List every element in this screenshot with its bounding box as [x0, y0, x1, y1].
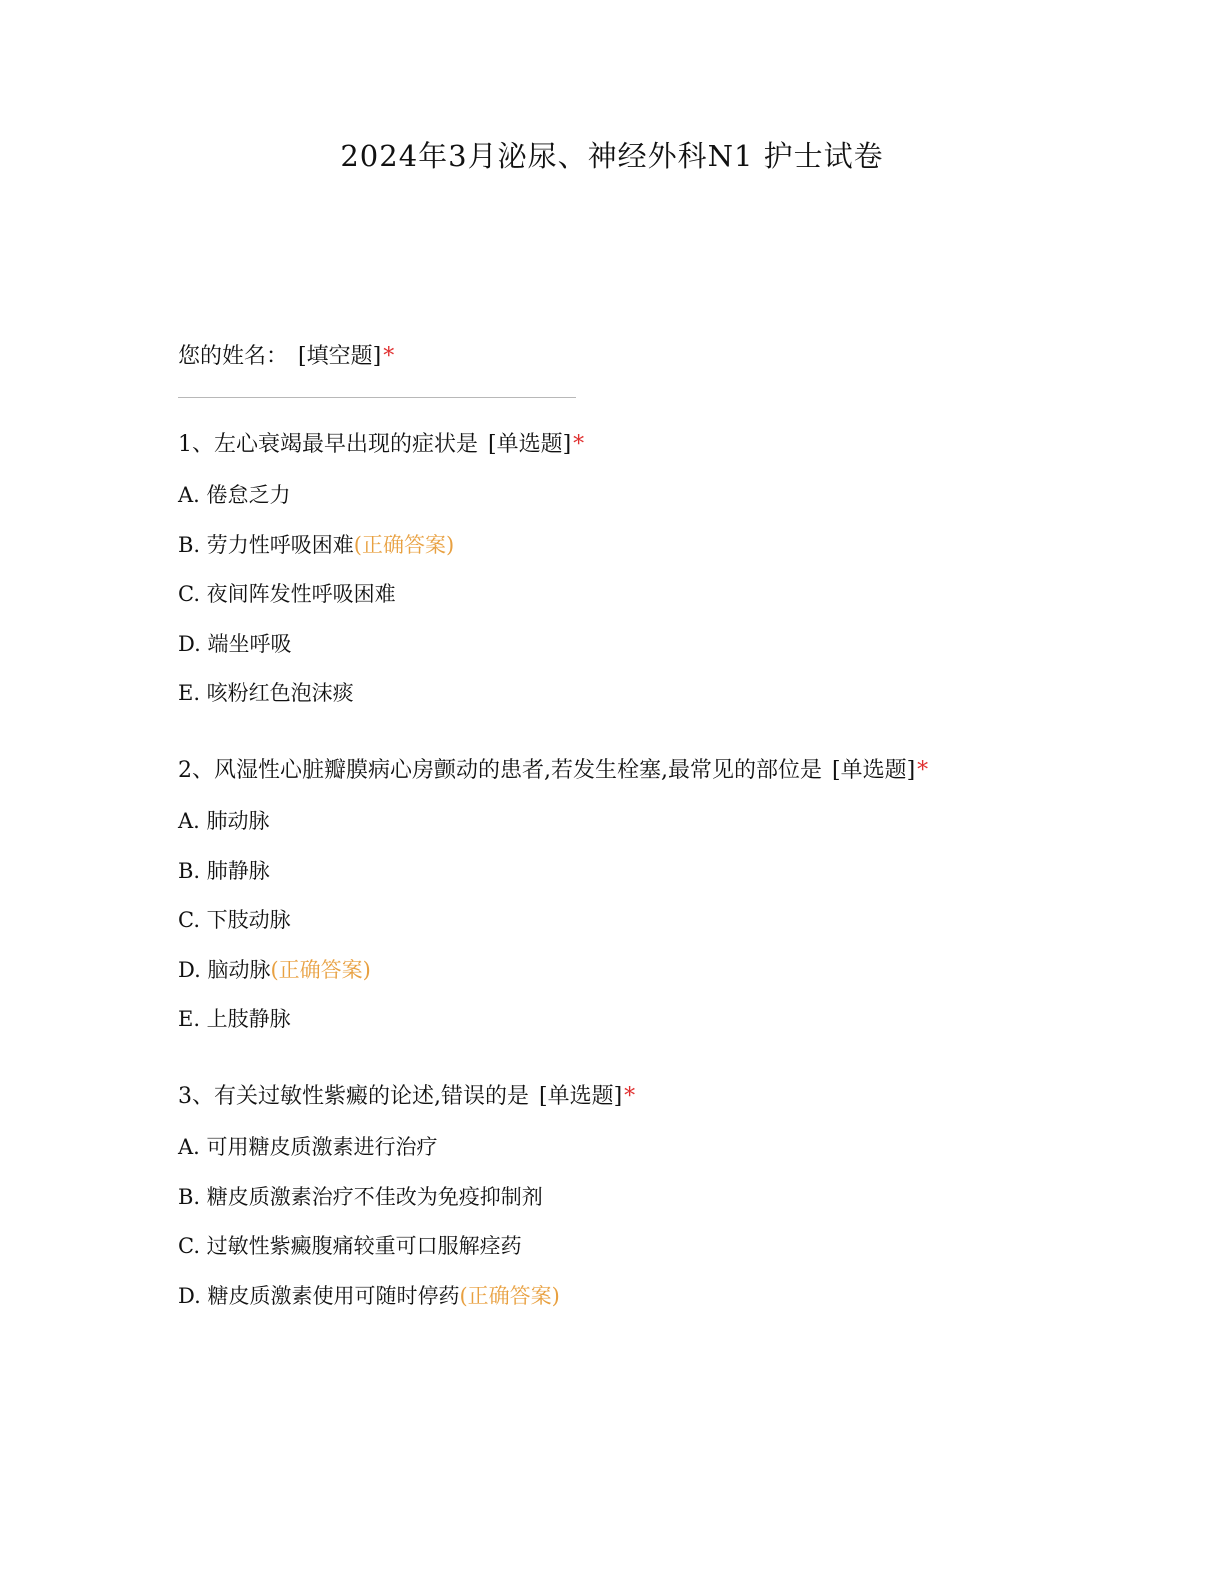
option-list: [178, 804, 1078, 1036]
option-text: C. 下肢动脉: [178, 908, 291, 932]
option-text: A. 肺动脉: [178, 809, 270, 833]
exam-content: [178, 340, 1078, 1357]
option-text: E. 上肢静脉: [178, 1007, 291, 1031]
name-question: [178, 340, 1078, 374]
option-list: [178, 1130, 1078, 1313]
question-text: 2、风湿性心脏瓣膜病心房颤动的患者,若发生栓塞,最常见的部位是: [178, 758, 822, 783]
option-text: D. 脑动脉: [178, 957, 271, 982]
required-mark: *: [624, 1084, 636, 1109]
correct-answer-label: (正确答案): [270, 957, 371, 982]
option-item[interactable]: [178, 953, 1078, 987]
option-text: E. 咳粉红色泡沫痰: [178, 681, 354, 705]
option-text: C. 过敏性紫癜腹痛较重可口服解痉药: [178, 1234, 522, 1258]
required-mark: *: [383, 344, 395, 369]
option-list: [178, 478, 1078, 710]
option-text: A. 可用糖皮质激素进行治疗: [178, 1135, 438, 1159]
option-item[interactable]: [178, 1002, 1078, 1036]
option-item[interactable]: [178, 1229, 1078, 1263]
option-text: C. 夜间阵发性呼吸困难: [178, 582, 396, 606]
option-item[interactable]: [178, 854, 1078, 888]
option-item[interactable]: [178, 1279, 1078, 1313]
question-text: 1、左心衰竭最早出现的症状是: [178, 432, 478, 457]
option-item[interactable]: [178, 903, 1078, 937]
option-text: D. 糖皮质激素使用可随时停药: [178, 1283, 460, 1308]
question-title: [178, 754, 1078, 788]
option-text: B. 糖皮质激素治疗不佳改为免疫抑制剂: [178, 1184, 543, 1209]
question-title: [178, 1080, 1078, 1114]
required-mark: *: [917, 758, 929, 783]
option-item[interactable]: [178, 1180, 1078, 1214]
option-item[interactable]: [178, 478, 1078, 512]
correct-answer-label: (正确答案): [353, 532, 455, 557]
question-block: [178, 754, 1078, 1036]
correct-answer-label: (正确答案): [459, 1283, 560, 1308]
option-item[interactable]: [178, 627, 1078, 661]
name-label: 您的姓名：: [178, 344, 289, 369]
question-block: [178, 428, 1078, 710]
question-title: [178, 428, 1078, 462]
option-item[interactable]: [178, 676, 1078, 710]
option-item[interactable]: [178, 577, 1078, 611]
question-text: 3、有关过敏性紫癜的论述,错误的是: [178, 1084, 529, 1109]
question-type-tag: [填空题]: [298, 344, 382, 369]
option-item[interactable]: [178, 804, 1078, 838]
question-type-tag: [单选题]: [539, 1084, 623, 1109]
question-type-tag: [单选题]: [832, 758, 916, 783]
option-item[interactable]: [178, 1130, 1078, 1164]
option-text: B. 肺静脉: [178, 858, 270, 883]
option-item[interactable]: [178, 528, 1078, 562]
option-text: D. 端坐呼吸: [178, 631, 292, 656]
page-title: 2024年3月泌尿、神经外科N1 护士试卷: [340, 139, 884, 173]
question-block: [178, 1080, 1078, 1313]
option-text: B. 劳力性呼吸困难: [178, 532, 354, 557]
name-answer-field[interactable]: [178, 396, 576, 398]
required-mark: *: [573, 432, 585, 457]
question-list: [178, 428, 1078, 1313]
option-text: A. 倦怠乏力: [178, 483, 291, 507]
question-type-tag: [单选题]: [488, 432, 572, 457]
